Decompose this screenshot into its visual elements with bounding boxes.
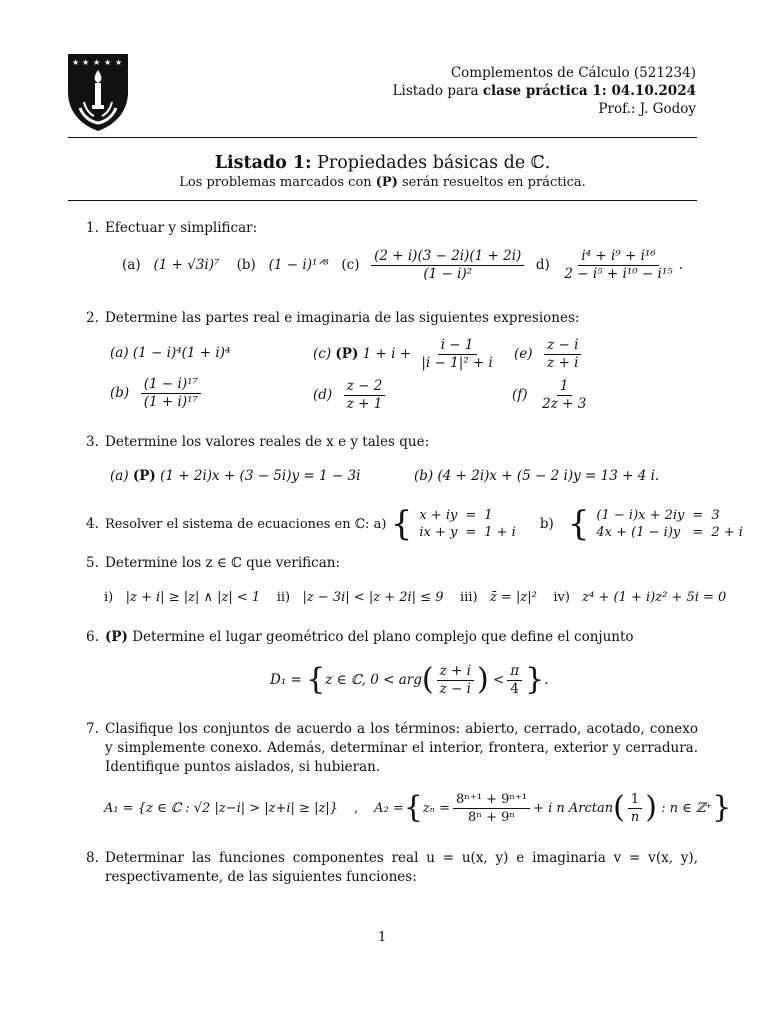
eq: = [692, 508, 704, 523]
fraction-c [418, 338, 496, 371]
system-a-table [415, 507, 520, 541]
left-brace: { [403, 790, 423, 825]
problem-2-f [512, 379, 592, 412]
label-iii: iii) [460, 590, 478, 605]
left-paren: ( [613, 790, 625, 825]
problem-text: Determine los valores reales de x e y tales que: [105, 434, 430, 450]
svg-text:★: ★ [115, 58, 123, 67]
problem-number: 6. [86, 629, 99, 645]
problem-7-sets [104, 786, 731, 830]
problem-2-c [313, 338, 499, 371]
problem-text: Resolver el sistema de ecuaciones en ℂ: a) [105, 516, 387, 532]
listing-line [393, 82, 696, 100]
title-rest: Propiedades básicas de ℂ. [311, 153, 551, 173]
rhs: 1 [484, 508, 493, 523]
problem-5 [86, 554, 698, 573]
marker-p: (P) [335, 346, 359, 362]
problem-4 [86, 505, 747, 543]
problem-5-items [104, 588, 726, 607]
problem-text: Determinar las funciones componentes real u = u(x, y) e imaginaria v = v(x, y), respectivamente, de las siguientes funciones: [105, 850, 698, 885]
problem-8-body [86, 849, 698, 887]
problem-3-b [414, 467, 659, 486]
left-brace: { [306, 662, 326, 697]
expr-a: (1 + 2i)x + (3 − 5i)y = 1 − 3i [160, 468, 361, 484]
problem-number: 5. [86, 555, 99, 571]
denominator: 4 [510, 680, 519, 697]
problem-2-a [110, 344, 230, 363]
numerator: z − 2 [344, 379, 386, 396]
university-crest-logo [66, 52, 130, 132]
problem-number: 8. [86, 850, 99, 866]
index-condition: : n ∈ ℤ⁺ [661, 800, 713, 816]
subtitle [68, 174, 697, 191]
label-c: (c) [313, 346, 332, 362]
system-row [415, 524, 520, 541]
rhs: 1 + i [484, 525, 516, 540]
expr-iii: z̄ = |z|² [489, 590, 537, 605]
problem-6 [86, 628, 698, 647]
expr-ii: |z − 3i| < |z + 2i| ≤ 9 [302, 590, 444, 605]
lhs: ix + y [419, 525, 458, 540]
denominator: 2 − i⁵ + i¹⁰ − i¹⁵ [564, 266, 673, 282]
expr-a: (1 − i)⁴(1 + i)⁴ [132, 345, 231, 361]
lhs: 4x + (1 − i)y [596, 525, 681, 540]
problem-3 [86, 433, 698, 452]
problem-3-a [110, 467, 360, 486]
problem-7-body [86, 720, 698, 777]
lhs: x + iy [419, 508, 458, 523]
expr-iv: z⁴ + (1 + i)z² + 5i = 0 [582, 590, 727, 605]
subtitle-bold: (P) [375, 175, 398, 190]
svg-text:★: ★ [104, 58, 112, 67]
label-iv: iv) [553, 590, 570, 605]
label-f: (f) [512, 387, 528, 403]
label-b: b) [539, 515, 554, 532]
rhs: 3 [711, 508, 720, 523]
problem-2-d [313, 379, 388, 412]
title-rule [68, 200, 697, 201]
problem-number: 7. [86, 721, 99, 737]
course-header [393, 64, 696, 118]
left-brace: { [567, 504, 590, 544]
numerator: i − 1 [438, 338, 477, 355]
expr-b: (1 − i)¹ᐟ⁸ [268, 257, 329, 273]
less-than: < [492, 671, 505, 688]
system-b-table [592, 507, 747, 541]
problem-7 [86, 720, 698, 777]
fraction-d [344, 379, 386, 412]
label-b: (b) [414, 468, 434, 484]
expr-b: (4 + 2i)x + (5 − 2 i)y = 13 + 4 i. [437, 468, 660, 484]
problem-number: 1. [86, 220, 99, 236]
numerator: z + i [437, 664, 474, 681]
denominator: z − i [439, 680, 471, 697]
page-title [68, 152, 697, 174]
separator: , [353, 800, 359, 816]
a2-label: A₂ = [374, 800, 404, 816]
right-brace: } [525, 662, 545, 697]
numerator: z − i [544, 338, 581, 355]
system-row [592, 507, 747, 524]
course-name: Complementos de Cálculo (521234) [450, 65, 696, 81]
title-block [68, 152, 697, 191]
label-a: (a) [122, 257, 141, 273]
subtitle-post: serán resueltos en práctica. [397, 175, 586, 190]
numerator: i⁴ + i⁹ + i¹⁶ [578, 249, 658, 266]
lhs: (1 − i)x + 2iy [596, 508, 685, 523]
header-rule [68, 137, 697, 138]
problem-number: 3. [86, 434, 99, 450]
right-paren: ) [476, 662, 489, 697]
problem-8 [86, 849, 698, 887]
subtitle-pre: Los problemas marcados con [179, 175, 376, 190]
problem-number: 4. [86, 515, 99, 532]
fraction-e [544, 338, 581, 371]
label-b: (b) [236, 257, 256, 273]
eq: = [465, 525, 477, 540]
system-row [592, 524, 747, 541]
problem-2-b [110, 377, 204, 410]
system-b [567, 504, 747, 544]
problem-2-e [514, 338, 584, 371]
zn-label: zₙ = [422, 800, 450, 816]
listing-date: clase práctica 1: 04.10.2024 [482, 83, 696, 99]
problem-number: 2. [86, 310, 99, 326]
label-e: (e) [514, 346, 533, 362]
set-a1: A₁ = {z ∈ ℂ : √2 |z−i| > |z+i| ≥ |z|} [104, 800, 338, 816]
arctan-term: + i n Arctan [533, 800, 614, 816]
listing-prefix: Listado para [392, 83, 483, 99]
problem-1 [86, 219, 698, 238]
label-ii: ii) [276, 590, 291, 605]
numerator: (1 − i)¹⁷ [141, 377, 201, 394]
problem-text: Determine las partes real e imaginaria de las siguientes expresiones: [105, 310, 580, 326]
arctan-fraction [628, 792, 642, 825]
label-a: (a) [110, 345, 129, 361]
svg-text:★: ★ [72, 58, 80, 67]
fraction-f [539, 379, 589, 412]
professor: Prof.: J. Godoy [598, 101, 696, 117]
fraction-b [141, 377, 201, 410]
fraction-c [371, 249, 524, 282]
left-paren: ( [421, 662, 434, 697]
problem-text: Determine el lugar geométrico del plano complejo que define el conjunto [127, 629, 634, 645]
denominator: z + i [547, 355, 579, 371]
denominator: |i − 1|² + i [421, 355, 493, 371]
problem-text: Determine los z ∈ ℂ que verifican: [105, 555, 341, 571]
expr-c-pre: 1 + i + [362, 346, 412, 362]
set-condition: z ∈ ℂ, 0 < arg [325, 671, 422, 688]
label-a: (a) [110, 468, 129, 484]
system-a [390, 504, 520, 544]
label-i: i) [104, 590, 114, 605]
problem-text: Clasifique los conjuntos de acuerdo a los términos: abierto, cerrado, acotado, conexo y simplemente conexo. Además, determinar el interior, frontera, exterior y cerradura. Identifique puntos aislados, si hubieran. [105, 721, 698, 775]
problem-1-expressions [122, 249, 683, 282]
denominator: (1 − i)² [423, 266, 473, 282]
denominator: 8ⁿ + 9ⁿ [468, 809, 515, 825]
denominator: n [630, 809, 640, 825]
numerator: 8ⁿ⁺¹ + 9ⁿ⁺¹ [453, 792, 530, 809]
rhs: 2 + i [711, 525, 743, 540]
numerator: 1 [628, 792, 642, 809]
right-paren: ) [645, 790, 657, 825]
system-row [415, 507, 520, 524]
numerator: π [507, 664, 522, 681]
fraction-d [561, 249, 675, 282]
svg-text:★: ★ [82, 58, 90, 67]
problem-text: Efectuar y simplificar: [105, 220, 258, 236]
pi-fraction [507, 664, 522, 697]
marker-p: (P) [105, 629, 128, 645]
expr-a: (1 + √3i)⁷ [153, 257, 220, 273]
svg-text:★: ★ [93, 58, 101, 67]
end-period: . [544, 671, 549, 688]
right-brace: } [712, 790, 732, 825]
title-bold: Listado 1: [214, 153, 312, 173]
numerator: 1 [557, 379, 572, 396]
set-d1 [270, 660, 549, 700]
label-b: (b) [110, 385, 130, 401]
marker-p: (P) [132, 468, 156, 484]
denominator: z + 1 [346, 396, 383, 412]
label-d: d) [535, 257, 550, 273]
label-c: (c) [341, 257, 360, 273]
denominator: 2z + 3 [542, 396, 587, 412]
label-d: (d) [313, 387, 333, 403]
eq: = [692, 525, 704, 540]
denominator: (1 + i)¹⁷ [143, 394, 198, 410]
eq: = [465, 508, 477, 523]
problem-2 [86, 309, 698, 328]
d1-label: D₁ = [270, 671, 302, 688]
arg-fraction [437, 664, 474, 697]
page-number: 1 [378, 930, 387, 945]
zn-fraction [453, 792, 530, 825]
numerator: (2 + i)(3 − 2i)(1 + 2i) [371, 249, 524, 266]
expr-i: |z + i| ≥ |z| ∧ |z| < 1 [125, 590, 261, 605]
end-period: . [678, 257, 683, 273]
left-brace: { [390, 504, 413, 544]
